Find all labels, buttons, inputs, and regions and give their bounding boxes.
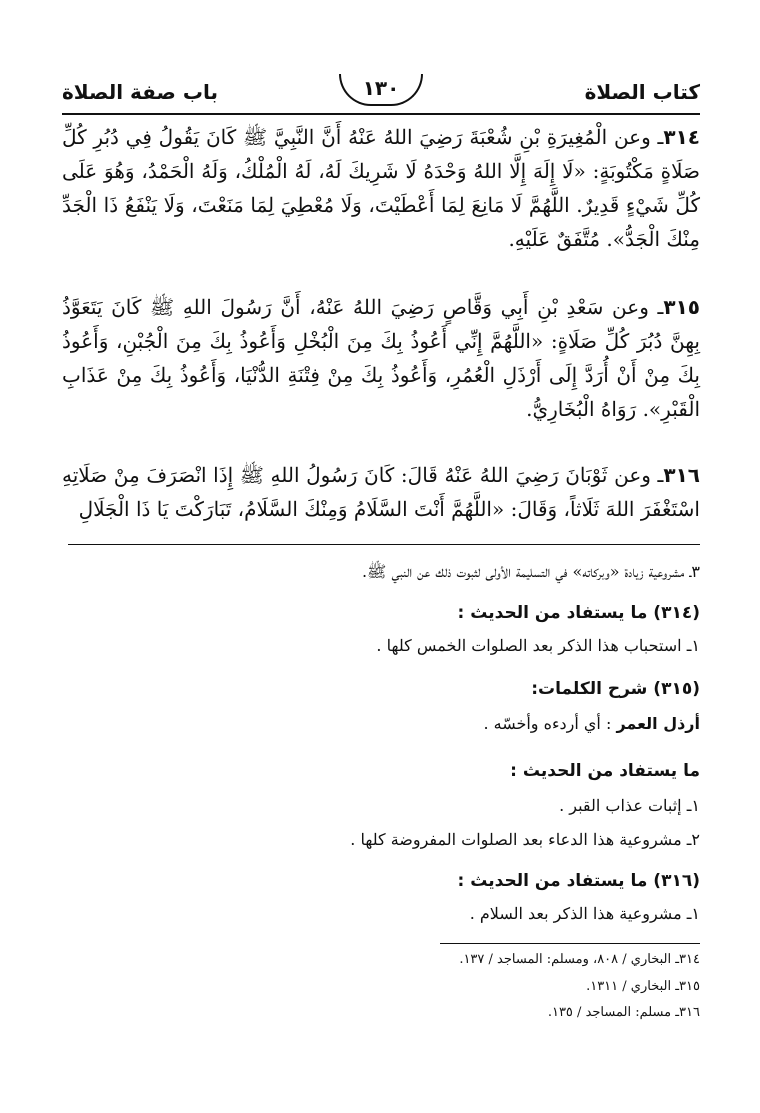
header-divider [62, 113, 700, 115]
h315-benefits-title: ما يستفاد من الحديث : [510, 761, 700, 781]
content-separator [68, 544, 700, 545]
h315-benefit-2: ٢ـ مشروعية هذا الدعاء بعد الصلوات المفروضة كلها . [350, 830, 700, 849]
h315-words-title: (٣١٥) شرح الكلمات: [531, 679, 700, 699]
hadith-316 [62, 458, 700, 526]
h316-benefits-title: (٣١٦) ما يستفاد من الحديث : [457, 871, 700, 891]
footnote-316: ٣١٦ـ مسلم: المساجد / ١٣٥. [547, 1005, 700, 1020]
word-term: أرذل العمر [616, 714, 700, 733]
book-title: كتاب الصلاة [584, 80, 700, 104]
chapter-title: باب صفة الصلاة [62, 80, 218, 104]
page-header [62, 74, 700, 114]
hadith-text: ـ وعن الْمُغِيرَةِ بْنِ شُعْبَةَ رَضِيَ اللهُ عَنْهُ أَنَّ النَّبِيَّ ﷺ كَانَ يَقُولُ فِي دُبُرِ كُلِّ صَلَاةٍ مَكْتُوبَةٍ: «لَا إِلَهَ إِلَّا اللهُ وَحْدَهُ لَا شَرِيكَ لَهُ، لَهُ الْمُلْكُ، وَلَهُ الْحَمْدُ، وَهُوَ عَلَى كُلِّ شَيْءٍ قَدِيرٌ. اللَّهُمَّ لَا مَانِعَ لِمَا أَعْطَيْتَ، وَلَا مُعْطِيَ لِمَا مَنَعْتَ، وَلَا يَنْفَعُ ذَا الْجَدِّ مِنْكَ الْجَدُّ». مُتَّفَقٌ عَلَيْهِ. [62, 125, 700, 251]
hadith-number: ٣١٦ [663, 463, 700, 487]
hadith-314 [62, 120, 700, 256]
h316-benefit-1: ١ـ مشروعية هذا الذكر بعد السلام . [469, 904, 700, 923]
word-definition: : أي أردءه وأخسّه . [483, 714, 612, 733]
hadith-text: ـ وعن سَعْدِ بْنِ أَبِي وَقَّاصٍ رَضِيَ اللهُ عَنْهُ، أَنَّ رَسُولَ اللهِ ﷺ كَانَ يَتَعَوَّذُ بِهِنَّ دُبُرَ كُلِّ صَلَاةٍ: «اللَّهُمَّ إِنِّي أَعُوذُ بِكَ مِنَ الْبُخْلِ وَأَعُوذُ بِكَ مِنَ الْجُبْنِ، وَأَعُوذُ بِكَ مِنْ أَنْ أُرَدَّ إِلَى أَرْذَلِ الْعُمُرِ، وَأَعُوذُ بِكَ مِنْ فِتْنَةِ الدُّنْيَا، وَأَعُوذُ بِكَ مِنْ عَذَابِ الْقَبْرِ». رَوَاهُ الْبُخَارِيُّ. [62, 295, 700, 421]
h315-benefit-1: ١ـ إثبات عذاب القبر . [559, 796, 700, 815]
footnote-divider [440, 943, 700, 944]
h315-word-entry [62, 712, 700, 736]
footnote-315: ٣١٥ـ البخاري / ١٣١١. [586, 979, 700, 994]
hadith-text: ـ وعن ثَوْبَانَ رَضِيَ اللهُ عَنْهُ قَالَ: كَانَ رَسُولُ اللهِ ﷺ إِذَا انْصَرَفَ مِنْ صَلَاتِهِ اسْتَغْفَرَ اللهَ ثَلَاثاً، وَقَالَ: «اللَّهُمَّ أَنْتَ السَّلَامُ وَمِنْكَ السَّلَامُ، تَبَارَكْتَ يَا ذَا الْجَلَالِ [62, 463, 700, 521]
hadith-number: ٣١٤ [663, 125, 700, 149]
page-number: ١٣٠ [339, 74, 423, 106]
footnote-314: ٣١٤ـ البخاري / ٨٠٨، ومسلم: المساجد / ١٣٧. [459, 952, 700, 967]
hadith-number: ٣١٥ [663, 295, 700, 319]
h314-benefit-1: ١ـ استحباب هذا الذكر بعد الصلوات الخمس كلها . [376, 636, 700, 655]
carry-over-note: ٣ـ مشروعية زيادة «وبركاته» في التسليمة الأولى لثبوت ذلك عن النبي ﷺ. [361, 562, 700, 581]
hadith-315 [62, 290, 700, 426]
h314-benefits-title: (٣١٤) ما يستفاد من الحديث : [457, 603, 700, 623]
